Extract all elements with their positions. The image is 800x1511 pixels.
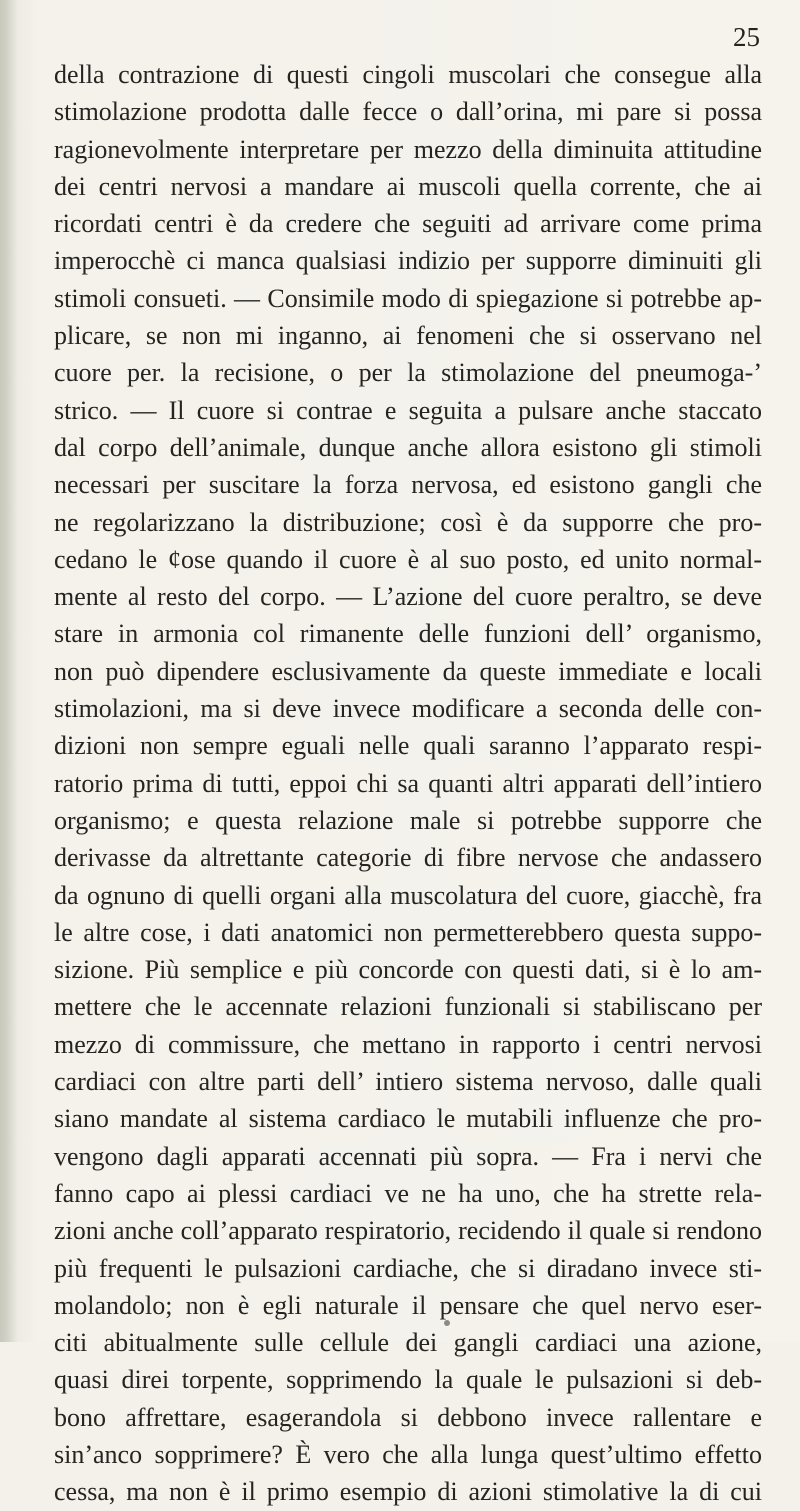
page-number: 25 xyxy=(733,22,760,52)
text-line: mettere che le accennate relazioni funzionali si stabiliscano per xyxy=(54,992,762,1022)
text-line: ragionevolmente interpretare per mezzo della diminuita attitudine xyxy=(54,134,762,164)
text-line: cedano le ¢ose quando il cuore è al suo posto, ed unito normal- xyxy=(54,544,762,574)
text-line: molandolo; non è egli naturale il pensare che quel nervo eser- xyxy=(54,1290,762,1320)
text-line: imperocchè ci manca qualsiasi indizio per supporre diminuiti gli xyxy=(54,246,762,276)
text-line: derivasse da altrettante categorie di fibre nervose che andassero xyxy=(54,843,762,873)
text-line: zioni anche coll’apparato respiratorio, recidendo il quale si rendono xyxy=(54,1216,762,1246)
text-line: bono affrettare, esagerandola si debbono invece rallentare e xyxy=(54,1402,762,1432)
text-line: non può dipendere esclusivamente da queste immediate e locali xyxy=(54,656,762,686)
text-line: sin’anco sopprimere? È vero che alla lunga quest’ultimo effetto xyxy=(54,1439,762,1469)
text-line: dei centri nervosi a mandare ai muscoli quella corrente, che ai xyxy=(54,171,762,201)
text-line: ne regolarizzano la distribuzione; così è da supporre che pro- xyxy=(54,507,762,537)
text-line: necessari per suscitare la forza nervosa, ed esistono gangli che xyxy=(54,470,762,500)
text-line: stimoli consueti. — Consimile modo di spiegazione si potrebbe ap- xyxy=(54,283,762,313)
text-line: da ognuno di quelli organi alla muscolatura del cuore, giacchè, fra xyxy=(54,880,762,910)
text-line: fanno capo ai plessi cardiaci ve ne ha uno, che ha strette rela- xyxy=(54,1178,762,1208)
text-line: plicare, se non mi inganno, ai fenomeni che si osservano nel xyxy=(54,321,762,351)
spine-shadow xyxy=(0,0,18,1342)
text-line: mezzo di commissure, che mettano in rapporto i centri nervosi xyxy=(54,1029,762,1059)
text-line: stimolazioni, ma si deve invece modificare a seconda delle con- xyxy=(54,694,762,724)
text-line: ricordati centri è da credere che seguiti ad arrivare come prima xyxy=(54,209,762,239)
text-line: ratorio prima di tutti, eppoi chi sa quanti altri apparati dell’intiero xyxy=(54,768,762,798)
text-line: citi abitualmente sulle cellule dei gangli cardiaci una azione, xyxy=(54,1328,762,1358)
text-line: dal corpo dell’animale, dunque anche allora esistono gli stimoli xyxy=(54,432,762,462)
text-line: stimolazione prodotta dalle fecce o dall’orina, mi pare si possa xyxy=(54,97,762,127)
text-line: più frequenti le pulsazioni cardiache, che si diradano invece sti- xyxy=(54,1253,762,1283)
text-line: cessa, ma non è il primo esempio di azioni stimolative la di cui xyxy=(54,1477,762,1507)
text-line: vengono dagli apparati accennati più sopra. — Fra i nervi che xyxy=(54,1141,762,1171)
text-line: strico. — Il cuore si contrae e seguita a pulsare anche staccato xyxy=(54,395,762,425)
text-line: cuore per. la recisione, o per la stimolazione del pneumoga-’ xyxy=(54,358,762,388)
text-line: sizione. Più semplice e più concorde con questi dati, si è lo am- xyxy=(54,955,762,985)
text-line: organismo; e questa relazione male si potrebbe supporre che xyxy=(54,805,762,835)
text-line: stare in armonia col rimanente delle funzioni dell’ organismo, xyxy=(54,619,762,649)
printer-dot-mark xyxy=(444,1320,450,1326)
text-line: della contrazione di questi cingoli muscolari che consegue alla xyxy=(54,60,762,89)
text-line: le altre cose, i dati anatomici non permetterebbero questa suppo- xyxy=(54,917,762,947)
text-line: mente al resto del corpo. — L’azione del cuore peraltro, se deve xyxy=(54,582,762,612)
text-line: quasi direi torpente, sopprimendo la quale le pulsazioni si deb- xyxy=(54,1365,762,1395)
body-text xyxy=(54,56,762,1511)
text-line: dizioni non sempre eguali nelle quali saranno l’apparato respi- xyxy=(54,731,762,761)
text-line: siano mandate al sistema cardiaco le mutabili influenze che pro- xyxy=(54,1104,762,1134)
text-line: cardiaci con altre parti dell’ intiero sistema nervoso, dalle quali xyxy=(54,1067,762,1097)
